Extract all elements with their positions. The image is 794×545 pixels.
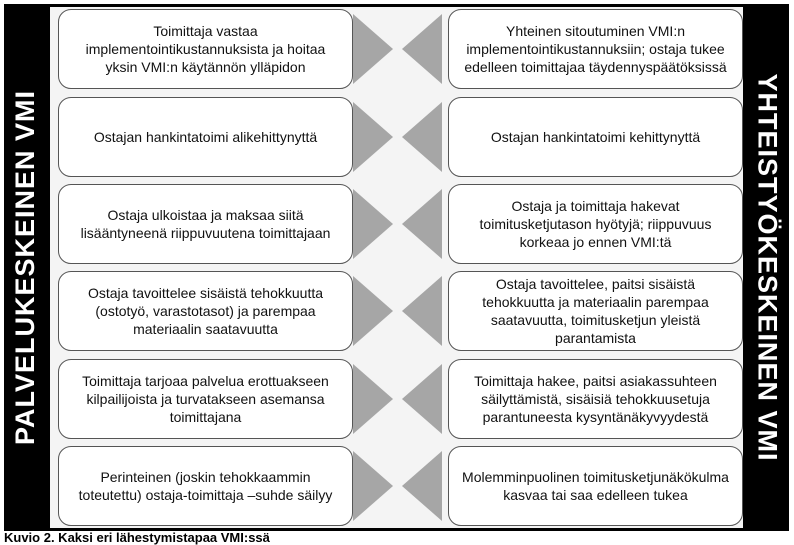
right-box (448, 97, 743, 177)
right-pointing-arrow (353, 451, 393, 521)
comparison-row (50, 7, 743, 91)
comparison-row (50, 444, 743, 528)
left-pointing-arrow (402, 276, 442, 346)
left-box-text: Perinteinen (joskin tehokkaammin toteutettu) ostaja-toimittaja –suhde säilyy (78, 469, 333, 503)
right-pointing-arrow (353, 276, 393, 346)
right-pointing-arrow (353, 14, 393, 84)
left-pointing-arrow (402, 451, 442, 521)
left-box-text: Toimittaja vastaa implementointikustannuksista ja hoitaa yksin VMI:n käytännön ylläpidon (85, 23, 326, 75)
left-box (58, 184, 353, 264)
right-box-text: Yhteinen sitoutuminen VMI:n implementointikustannuksiin; ostaja tukee edelleen toimittajaa täydennyspäätöksissä (464, 23, 727, 75)
left-box-text: Ostaja tavoittelee sisäistä tehokkuutta (ostotyö, varastotasot) ja parempaa materiaalin saatavuutta (87, 285, 324, 337)
left-box-text: Ostajan hankintatoimi alikehittynyttä (93, 129, 318, 145)
right-box-text: Ostajan hankintatoimi kehittynyttä (490, 129, 701, 145)
figure-caption: Kuvio 2. Kaksi eri lähestymistapaa VMI:ssä (4, 530, 270, 545)
diagram-frame (4, 4, 789, 531)
right-box (448, 9, 743, 89)
right-box (448, 271, 743, 351)
right-box (448, 446, 743, 526)
right-pointing-arrow (353, 364, 393, 434)
left-label: PALVELUKESKEINEN VMI (10, 89, 41, 446)
left-box-text: Ostaja ulkoistaa ja maksaa siitä lisääntyneenä riippuvuutena toimittajaan (80, 207, 331, 241)
right-box (448, 184, 743, 264)
comparison-area (50, 7, 743, 528)
left-box (58, 446, 353, 526)
comparison-row (50, 182, 743, 266)
comparison-row (50, 357, 743, 441)
right-box-text: Toimittaja hakee, paitsi asiakassuhteen säilyttämistä, sisäisiä tehokkuusetuja parantuneesta kysyntänäkyvyydestä (474, 373, 717, 425)
comparison-row (50, 95, 743, 179)
right-label: YHTEISTYÖKESKEINEN VMI (752, 73, 783, 462)
comparison-row (50, 269, 743, 353)
left-box-text: Toimittaja tarjoaa palvelua erottuakseen kilpailijoista ja turvatakseen asemansa toimittajana (82, 373, 329, 425)
left-box (58, 97, 353, 177)
right-side-bar (745, 4, 789, 531)
left-box (58, 9, 353, 89)
right-box (448, 359, 743, 439)
left-box (58, 271, 353, 351)
right-pointing-arrow (353, 102, 393, 172)
right-box-text: Ostaja ja toimittaja hakevat toimitusketjutason hyötyjä; riippuvuus korkeaa jo ennen VMI:tä (479, 198, 712, 250)
left-pointing-arrow (402, 14, 442, 84)
right-box-text: Molemminpuolinen toimitusketjunäkökulma kasvaa tai saa edelleen tukea (462, 469, 729, 503)
left-side-bar (4, 4, 48, 531)
right-box-text: Ostaja tavoittelee, paitsi sisäistä tehokkuutta ja materiaalin parempaa saatavuutta, toimitusketjun yleistä parantamista (482, 276, 709, 346)
right-pointing-arrow (353, 189, 393, 259)
left-pointing-arrow (402, 364, 442, 434)
left-pointing-arrow (402, 102, 442, 172)
left-box (58, 359, 353, 439)
left-pointing-arrow (402, 189, 442, 259)
